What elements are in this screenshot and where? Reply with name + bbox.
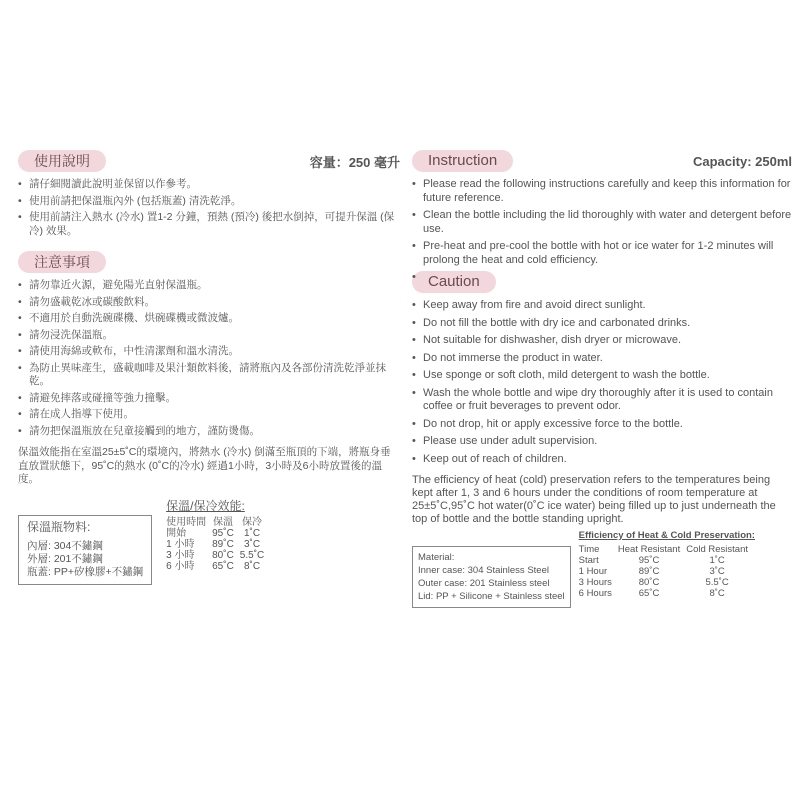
list-item: • 請勿把保溫瓶放在兒童接觸到的地方，謹防燙傷。 <box>18 425 400 439</box>
table-row <box>166 550 270 561</box>
zh-material-line: 外層: 201不鏽鋼 <box>27 552 103 565</box>
table-cell: 1 Hour <box>578 566 608 577</box>
zh-usage-header <box>18 150 400 172</box>
list-item: • 為防止異味產生，盛載咖啡及果汁類飲料後，請將瓶內及各部份清洗乾淨並抹乾。 <box>18 362 400 389</box>
table-cell: 89˚C <box>212 538 234 550</box>
list-item: • Keep away from fire and avoid direct sunlight. <box>412 299 792 313</box>
table-cell: 6 Hours <box>578 588 612 599</box>
table-row <box>579 588 754 599</box>
en-material-line: Lid: PP + Silicone + Stainless steel <box>418 591 565 602</box>
list-item: • Wash the whole bottle and wipe dry thoroughly after it is used to contain coffee or fruit beverages to prevent odor. <box>412 387 792 414</box>
zh-caution-list <box>18 279 400 438</box>
table-cell: 8˚C <box>709 588 725 599</box>
en-efficiency-table <box>579 544 754 599</box>
en-caution-header <box>412 271 792 293</box>
list-item: • 請避免摔落或碰撞等強力撞擊。 <box>18 392 400 406</box>
list-item: • 不適用於自動洗碗碟機、烘碗碟機或微波爐。 <box>18 312 400 326</box>
list-item: • Please read the following instructions carefully and keep this information for future reference. <box>412 178 792 205</box>
table-row <box>579 577 754 588</box>
zh-caution-header <box>18 251 400 273</box>
table-cell: 開始 <box>166 527 187 539</box>
table-cell: 89˚C <box>638 566 660 577</box>
table-cell: 8˚C <box>243 560 261 572</box>
table-row <box>166 528 270 539</box>
list-item: • Not suitable for dishwasher, dish dryer or microwave. <box>412 334 792 348</box>
en-instruction-header <box>412 150 792 172</box>
chinese-column <box>18 150 400 585</box>
list-item: • 請勿盛載乾冰或碳酸飲料。 <box>18 296 400 310</box>
table-cell: 3 Hours <box>578 577 612 588</box>
table-header-row <box>579 544 754 555</box>
en-instruction-list <box>412 178 792 267</box>
table-row <box>166 539 270 550</box>
en-material-box <box>412 546 571 608</box>
table-cell: 1 小時 <box>166 538 195 550</box>
en-material-title: Material: <box>418 552 455 563</box>
table-header-row <box>166 517 270 528</box>
en-material-line: Inner case: 304 Stainless Steel <box>418 565 549 576</box>
table-row <box>166 561 270 572</box>
zh-capacity: 容量：250 毫升 <box>309 154 400 170</box>
table-row <box>579 555 754 566</box>
table-cell: 80˚C <box>638 577 660 588</box>
table-cell: 5.5˚C <box>705 577 729 588</box>
table-cell: Start <box>578 555 599 566</box>
table-cell: 95˚C <box>638 555 660 566</box>
list-item: • Keep out of reach of children. <box>412 453 792 467</box>
list-item: • 請勿靠近火源，避免陽光直射保溫瓶。 <box>18 279 400 293</box>
list-item: • 使用前請把保溫瓶內外 (包括瓶蓋) 清洗乾淨。 <box>18 195 400 209</box>
table-cell: 6 小時 <box>166 560 195 572</box>
list-item: • Use sponge or soft cloth, mild detergent to wash the bottle. <box>412 369 792 383</box>
zh-usage-list <box>18 178 400 238</box>
zh-material-box <box>18 515 152 585</box>
zh-efficiency-table-block <box>166 497 270 585</box>
zh-caution-title: 注意事項 <box>18 251 106 273</box>
en-caution-list <box>412 299 792 466</box>
table-cell: 65˚C <box>638 588 660 599</box>
zh-table-title: 保溫/保冷效能: <box>166 498 245 513</box>
list-item: • Do not immerse the product in water. <box>412 352 792 366</box>
table-cell: 80˚C <box>212 549 234 561</box>
en-material-line: Outer case: 201 Stainless steel <box>418 578 550 589</box>
table-cell: 3˚C <box>243 538 261 550</box>
table-header: Time <box>578 544 600 555</box>
list-item: • 請在成人指導下使用。 <box>18 408 400 422</box>
table-header: Heat Resistant <box>617 544 681 555</box>
list-item: • Please use under adult supervision. <box>412 435 792 449</box>
table-cell: 3˚C <box>709 566 725 577</box>
zh-material-title: 保溫瓶物料: <box>27 519 91 534</box>
table-cell: 65˚C <box>212 560 234 572</box>
english-column <box>412 150 792 608</box>
list-item: • Do not drop, hit or apply excessive force to the bottle. <box>412 418 792 432</box>
zh-usage-title: 使用說明 <box>18 150 106 172</box>
en-caution-title: Caution <box>412 271 496 293</box>
list-item: • 使用前請注入熱水 (冷水) 置1-2 分鐘，預熱 (預冷) 後把水倒掉，可提升保溫 (保冷) 效果。 <box>18 211 400 238</box>
en-instruction-title: Instruction <box>412 150 513 172</box>
en-efficiency-text: The efficiency of heat (cold) preservation refers to the temperatures being kept after 1, 3 and 6 hours under the conditions of room temperature at 25±5˚C,95˚C hot water(0˚C ice water) being filled up to just underneath the top of bottle and the bottle standing upright. <box>412 474 776 525</box>
list-item: • Pre-heat and pre-cool the bottle with hot or ice water for 1-2 minutes will prolong the heat and cold efficiency. <box>412 240 792 267</box>
en-efficiency-table-block <box>579 530 755 608</box>
zh-efficiency-table <box>166 517 270 572</box>
table-cell: 1˚C <box>243 527 261 539</box>
table-header: 保冷 <box>242 516 263 528</box>
table-row <box>579 566 754 577</box>
list-item: • 請使用海綿或軟布，中性清潔劑和溫水清洗。 <box>18 345 400 359</box>
zh-material-line: 瓶蓋: PP+矽橡膠+不鏽鋼 <box>27 565 144 578</box>
table-cell: 95˚C <box>212 527 234 539</box>
table-cell: 5.5˚C <box>239 549 265 561</box>
en-table-title: Efficiency of Heat & Cold Preservation: <box>578 530 755 541</box>
list-item: • 請勿浸洗保溫瓶。 <box>18 329 400 343</box>
zh-efficiency-text: 保溫效能指在室溫25±5˚C的環境內，將熱水 (冷水) 倒滿至瓶頂的下端，將瓶身垂直放置狀態下，95˚C的熱水 (0˚C的冷水) 經過1小時，3小時及6小時放置後的溫度。 <box>18 446 391 485</box>
table-header: 保溫 <box>212 516 233 528</box>
table-cell: 3 小時 <box>166 549 195 561</box>
en-capacity: Capacity: 250ml <box>693 153 792 169</box>
zh-material-line: 內層: 304不鏽鋼 <box>27 539 103 552</box>
table-header: Cold Resistant <box>686 544 748 555</box>
list-item: • Clean the bottle including the lid thoroughly with water and detergent before use. <box>412 209 792 236</box>
list-item: • Do not fill the bottle with dry ice and carbonated drinks. <box>412 317 792 331</box>
table-cell: 1˚C <box>709 555 725 566</box>
table-header: 使用時間 <box>166 516 207 528</box>
list-item: • 請仔細閱讀此說明並保留以作參考。 <box>18 178 400 192</box>
